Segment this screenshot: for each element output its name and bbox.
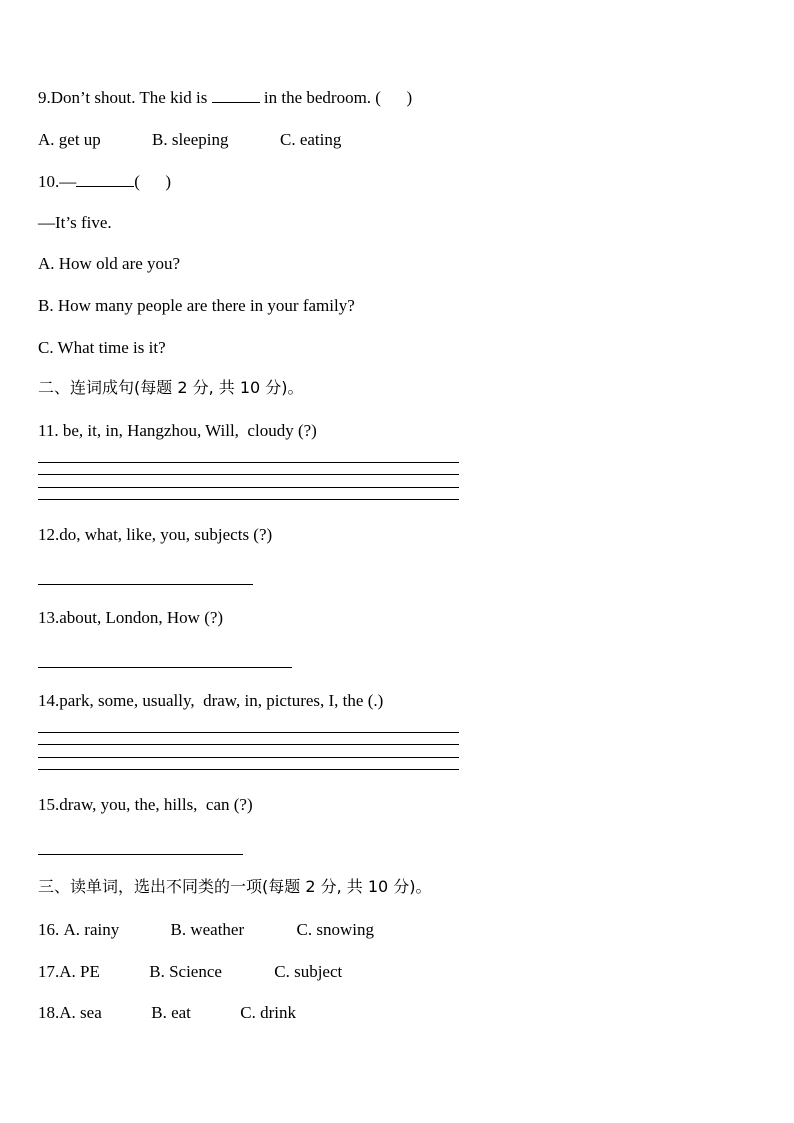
- q14-writing-line-1[interactable]: [38, 732, 459, 733]
- q10-option-b[interactable]: B. How many people are there in your family?: [38, 296, 355, 315]
- question-14-words: 14.park, some, usually, draw, in, pictures, I, the (.): [38, 691, 384, 710]
- q14-writing-line-3[interactable]: [38, 757, 459, 758]
- q18-option-c[interactable]: C. drink: [240, 1003, 296, 1022]
- q16-option-b[interactable]: B. weather: [170, 920, 245, 939]
- question-12-words: 12.do, what, like, you, subjects (?): [38, 525, 273, 544]
- question-10-stem: [38, 172, 171, 192]
- q18-option-b[interactable]: B. eat: [151, 1003, 191, 1022]
- question-16: [38, 920, 374, 940]
- question-18: [38, 1003, 296, 1023]
- q17-option-a[interactable]: A. PE: [59, 962, 100, 981]
- question-17: [38, 962, 342, 982]
- q16-option-c[interactable]: C. snowing: [296, 920, 374, 939]
- question-9-options: [38, 130, 341, 150]
- q16-number: 16.: [38, 920, 64, 939]
- q11-writing-line-3[interactable]: [38, 487, 459, 488]
- q17-option-c[interactable]: C. subject: [274, 962, 343, 981]
- q15-answer-line[interactable]: [38, 854, 243, 855]
- q11-writing-line-4[interactable]: [38, 499, 459, 500]
- q18-number: 18.: [38, 1003, 60, 1022]
- q10-answer-blank[interactable]: [76, 172, 134, 187]
- question-9-stem: [38, 88, 412, 108]
- q10-option-a[interactable]: A. How old are you?: [38, 254, 181, 273]
- q9-stem-after: in the bedroom. ( ): [259, 88, 413, 107]
- q17-number: 17.: [38, 962, 60, 981]
- q9-option-a[interactable]: A. get up: [38, 130, 101, 149]
- q10-stem-before: 10.—: [38, 172, 77, 191]
- section-2-heading: 二、连词成句(每题 2 分, 共 10 分)。: [38, 378, 304, 397]
- q16-option-a[interactable]: A. rainy: [63, 920, 120, 939]
- q11-writing-line-2[interactable]: [38, 474, 459, 475]
- q10-stem-after: ( ): [134, 172, 172, 191]
- question-13-words: 13.about, London, How (?): [38, 608, 224, 627]
- q9-option-c[interactable]: C. eating: [280, 130, 342, 149]
- section-3-heading: 三、读单词，选出不同类的一项(每题 2 分, 共 10 分)。: [38, 877, 432, 896]
- q18-option-a[interactable]: A. sea: [59, 1003, 102, 1022]
- question-15-words: 15.draw, you, the, hills, can (?): [38, 795, 253, 814]
- q9-stem-before: 9.Don’t shout. The kid is: [38, 88, 212, 107]
- q14-writing-line-2[interactable]: [38, 744, 459, 745]
- q10-option-c[interactable]: C. What time is it?: [38, 338, 166, 357]
- q14-writing-line-4[interactable]: [38, 769, 459, 770]
- q10-answer-line: —It’s five.: [38, 213, 112, 232]
- question-11-words: 11. be, it, in, Hangzhou, Will, cloudy (?): [38, 421, 317, 440]
- q17-option-b[interactable]: B. Science: [149, 962, 222, 981]
- q13-answer-line[interactable]: [38, 667, 292, 668]
- q12-answer-line[interactable]: [38, 584, 253, 585]
- q9-option-b[interactable]: B. sleeping: [152, 130, 229, 149]
- q11-writing-line-1[interactable]: [38, 462, 459, 463]
- q9-answer-blank[interactable]: [212, 88, 260, 103]
